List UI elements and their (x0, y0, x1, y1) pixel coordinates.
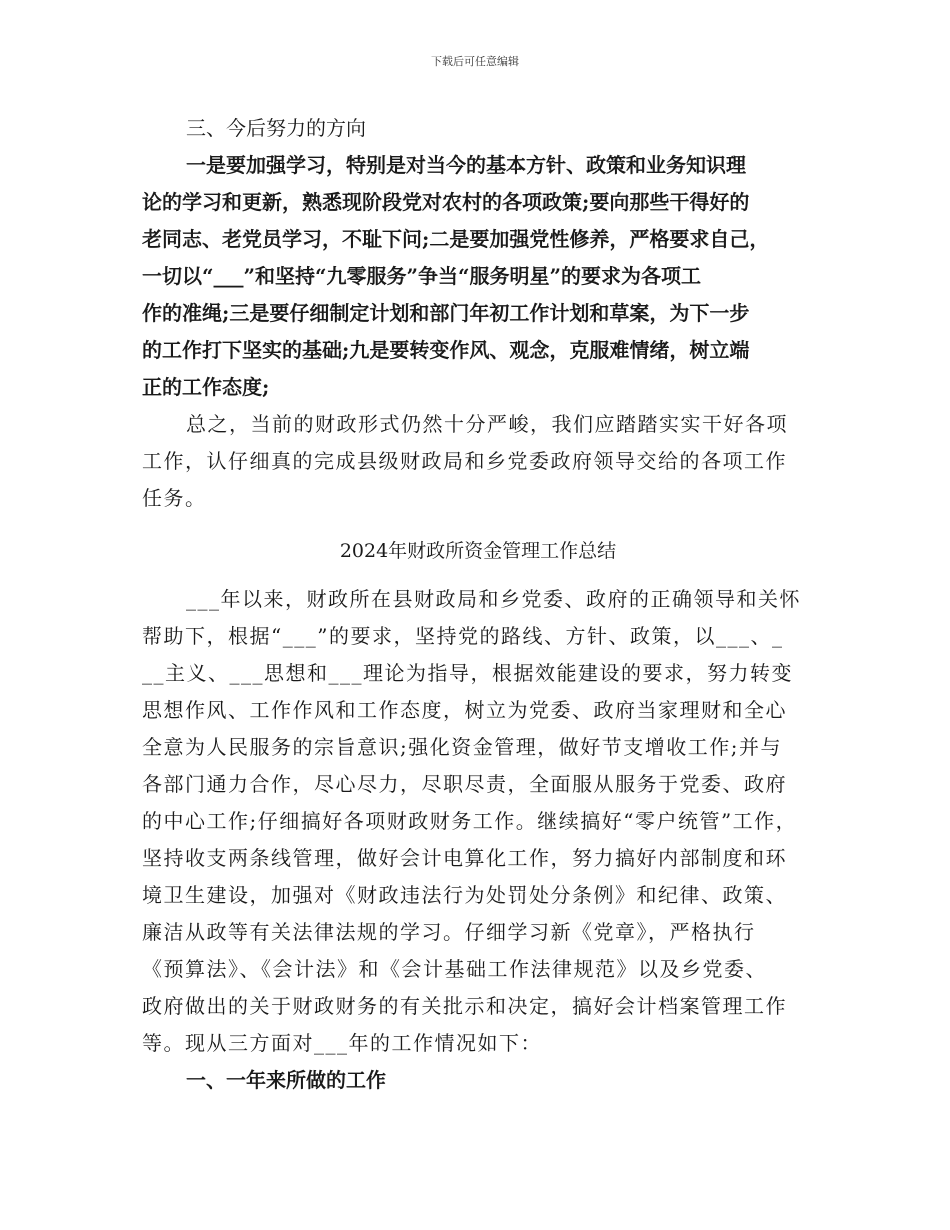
section-heading-future-direction: 三、今后努力的方向 (186, 116, 366, 140)
body-line: 廉洁从政等有关法律法规的学习。仔细学习新《党章》，严格执行 (142, 920, 756, 944)
body-line: 政府做出的关于财政财务的有关批示和决定，搞好会计档案管理工作 (142, 994, 787, 1018)
summary-line: 任务。 (142, 486, 207, 510)
paragraph-line: 一是要加强学习，特别是对当今的基本方针、政策和业务知识理 (186, 153, 746, 177)
body-line: 思想作风、工作作风和工作态度，树立为党委、政府当家理财和全心 (142, 698, 787, 722)
body-line: 境卫生建设，加强对《财政违法行为处罚处分条例》和纪律、政策、 (142, 883, 787, 907)
body-line: ___年以来，财政所在县财政局和乡党委、政府的正确领导和关怀 (186, 587, 801, 611)
body-line: 坚持收支两条线管理，做好会计电算化工作，努力搞好内部制度和环 (142, 846, 787, 870)
summary-line: 工作，认仔细真的完成县级财政局和乡党委政府领导交给的各项工作 (142, 449, 787, 473)
paragraph-line: 正的工作态度; (142, 375, 270, 399)
body-line: __主义、___思想和___理论为指导，根据效能建设的要求，努力转变 (142, 661, 793, 685)
sub-heading-work-done: 一、一年来所做的工作 (186, 1068, 386, 1092)
body-line: 各部门通力合作，尽心尽力，尽职尽责，全面服从服务于党委、政府 (142, 772, 787, 796)
paragraph-line: 作的准绳;三是要仔细制定计划和部门年初工作计划和草案，为下一步 (142, 301, 750, 325)
document-body (142, 110, 814, 1099)
body-line: 的中心工作;仔细搞好各项财政财务工作。继续搞好“零户统管”工作， (142, 809, 798, 833)
paragraph-line: 的工作打下坚实的基础;九是要转变作风、观念，克服难情绪，树立端 (142, 338, 750, 362)
body-line: 全意为人民服务的宗旨意识;强化资金管理，做好节支增收工作;并与 (142, 735, 782, 759)
paragraph-line: 论的学习和更新，熟悉现阶段党对农村的各项政策;要向那些干得好的 (142, 190, 750, 214)
paragraph-line: 老同志、老党员学习，不耻下问;二是要加强党性修养，严格要求自己， (142, 227, 770, 251)
page-header-note: 下载后可任意编辑 (431, 55, 519, 68)
body-line: 帮助下，根据“___”的要求，坚持党的路线、方针、政策，以___、_ (142, 624, 784, 648)
article-title: 2024年财政所资金管理工作总结 (339, 540, 617, 562)
body-line: 等。现从三方面对___年的工作情况如下： (142, 1031, 542, 1055)
summary-line: 总之，当前的财政形式仍然十分严峻，我们应踏踏实实干好各项 (186, 412, 788, 436)
body-line: 《预算法》、《会计法》和《会计基础工作法律规范》以及乡党委、 (142, 957, 767, 981)
paragraph-line: 一切以“___”和坚持“九零服务”争当“服务明星”的要求为各项工 (142, 264, 702, 288)
